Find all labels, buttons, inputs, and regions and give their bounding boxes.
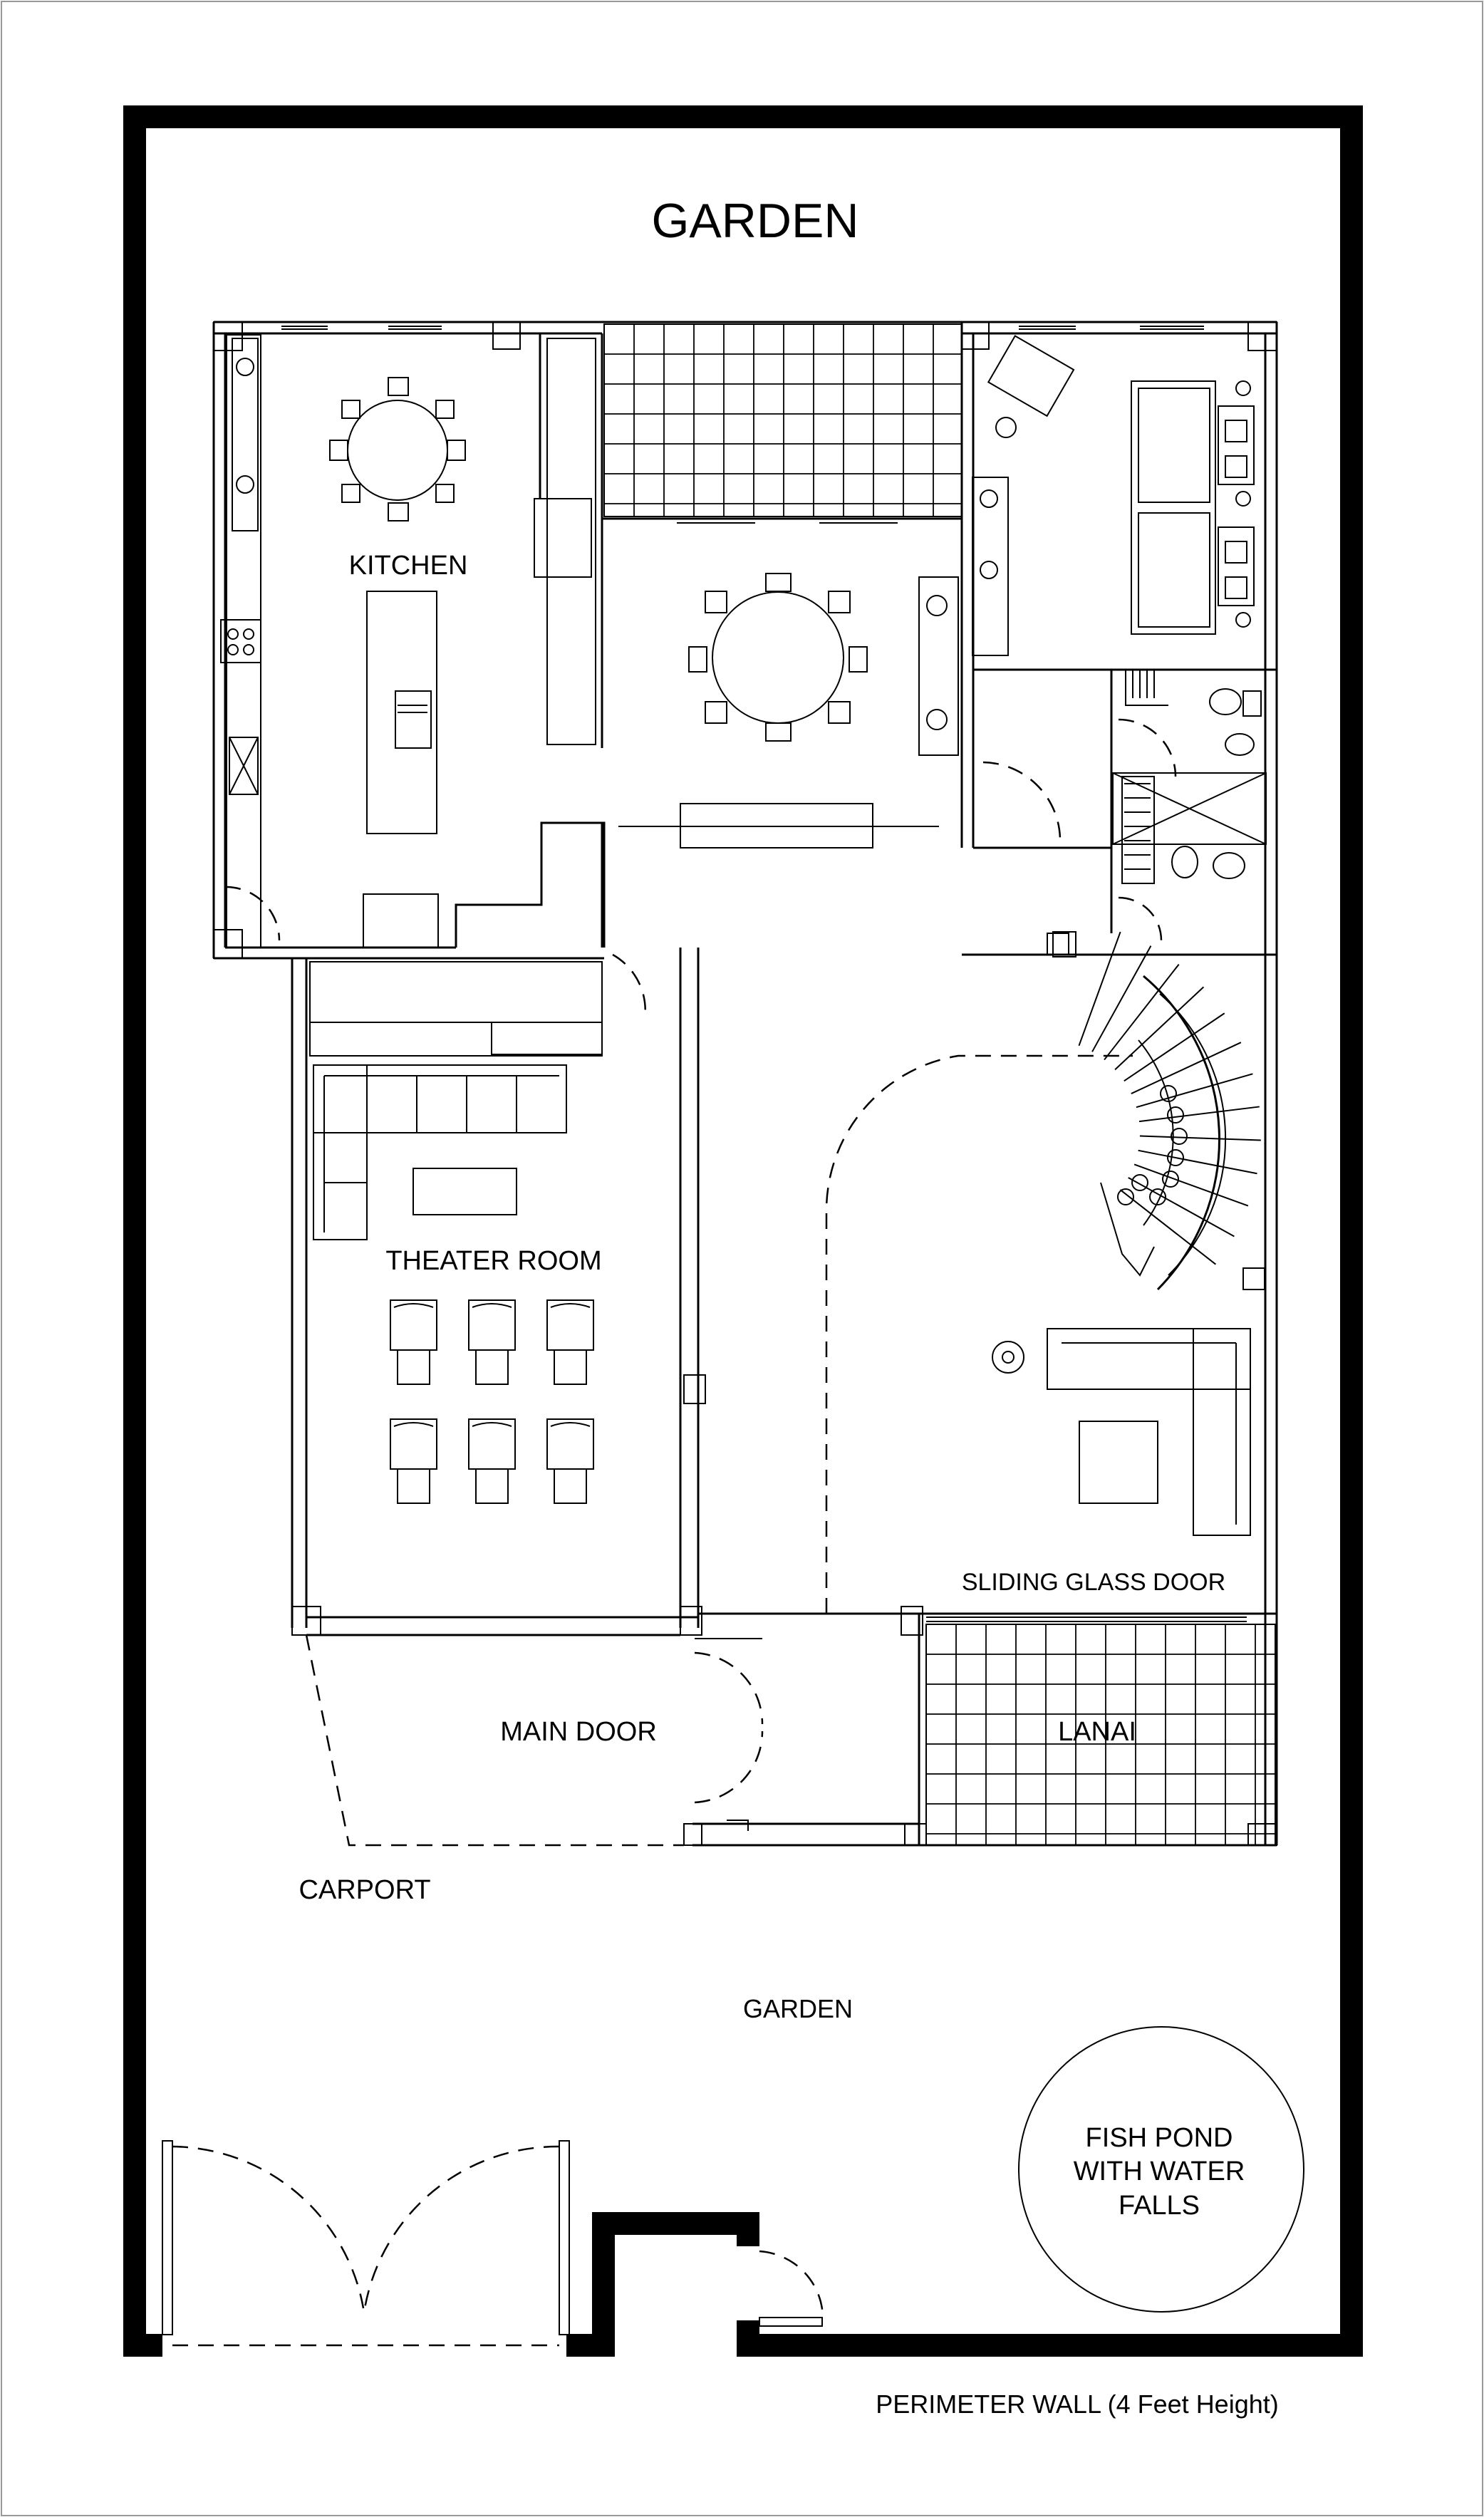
- living-sideboard: [972, 477, 1008, 655]
- bathroom: [1113, 670, 1266, 883]
- fish-pond-label-line3: FALLS: [1118, 2191, 1200, 2221]
- theater-seat: [547, 1419, 593, 1503]
- theater-seat: [469, 1300, 515, 1384]
- dining-sideboard: [919, 577, 958, 755]
- kitchen-label: KITCHEN: [348, 551, 468, 581]
- kitchen-island: [367, 591, 437, 834]
- pedestrian-gate[interactable]: [759, 2251, 823, 2326]
- sliding-glass-door-label: SLIDING GLASS DOOR: [961, 1569, 1226, 1596]
- spiral-staircase: [1079, 932, 1260, 1289]
- theater-seat: [390, 1419, 437, 1503]
- kitchen-appliance: [363, 894, 438, 948]
- main-door[interactable]: [695, 1639, 762, 1831]
- theater-seat: [469, 1419, 515, 1503]
- image-border: [1, 1, 1483, 2516]
- courtyard-tile-grid: [604, 324, 962, 517]
- perimeter-wall-label: PERIMETER WALL (4 Feet Height): [876, 2389, 1279, 2419]
- courtyard-tiles: [604, 324, 962, 517]
- fish-pond-label-line1: FISH POND: [1085, 2123, 1233, 2153]
- living-sofa: [992, 1329, 1250, 1535]
- garden-bottom-label: GARDEN: [742, 1994, 853, 2023]
- theater-sofa: [313, 1065, 566, 1240]
- dining-table: [689, 574, 867, 741]
- theater-table: [413, 1168, 517, 1215]
- closet-door-swing: [1119, 898, 1161, 940]
- driveway-gate[interactable]: [162, 2141, 569, 2345]
- theater-door-swing: [613, 955, 645, 1019]
- lanai-label: LANAI: [1058, 1717, 1136, 1747]
- theater-room-label: THEATER ROOM: [385, 1246, 602, 1276]
- main-door-label: MAIN DOOR: [500, 1717, 657, 1747]
- living-area-boundary: [826, 1056, 1133, 1614]
- kitchen-door-swing: [225, 887, 279, 940]
- fish-pond-label-line2: WITH WATER: [1073, 2157, 1245, 2186]
- theater-seat: [547, 1300, 593, 1384]
- carport-label: CARPORT: [299, 1875, 431, 1905]
- bath-door-swing: [1119, 720, 1176, 777]
- garden-top-label: GARDEN: [651, 194, 859, 248]
- sliding-glass-door[interactable]: [926, 1617, 1247, 1621]
- double-bed: [1131, 381, 1254, 634]
- theater-seats: [390, 1300, 593, 1503]
- kitchen-dining-table: [330, 378, 465, 521]
- windows: [281, 326, 1204, 523]
- theater-seat: [390, 1300, 437, 1384]
- lounge-chair: [988, 336, 1074, 437]
- theater-cabinet: [310, 962, 602, 1056]
- kitchen-counter-left: [221, 335, 261, 948]
- dining-door-swing: [983, 762, 1060, 841]
